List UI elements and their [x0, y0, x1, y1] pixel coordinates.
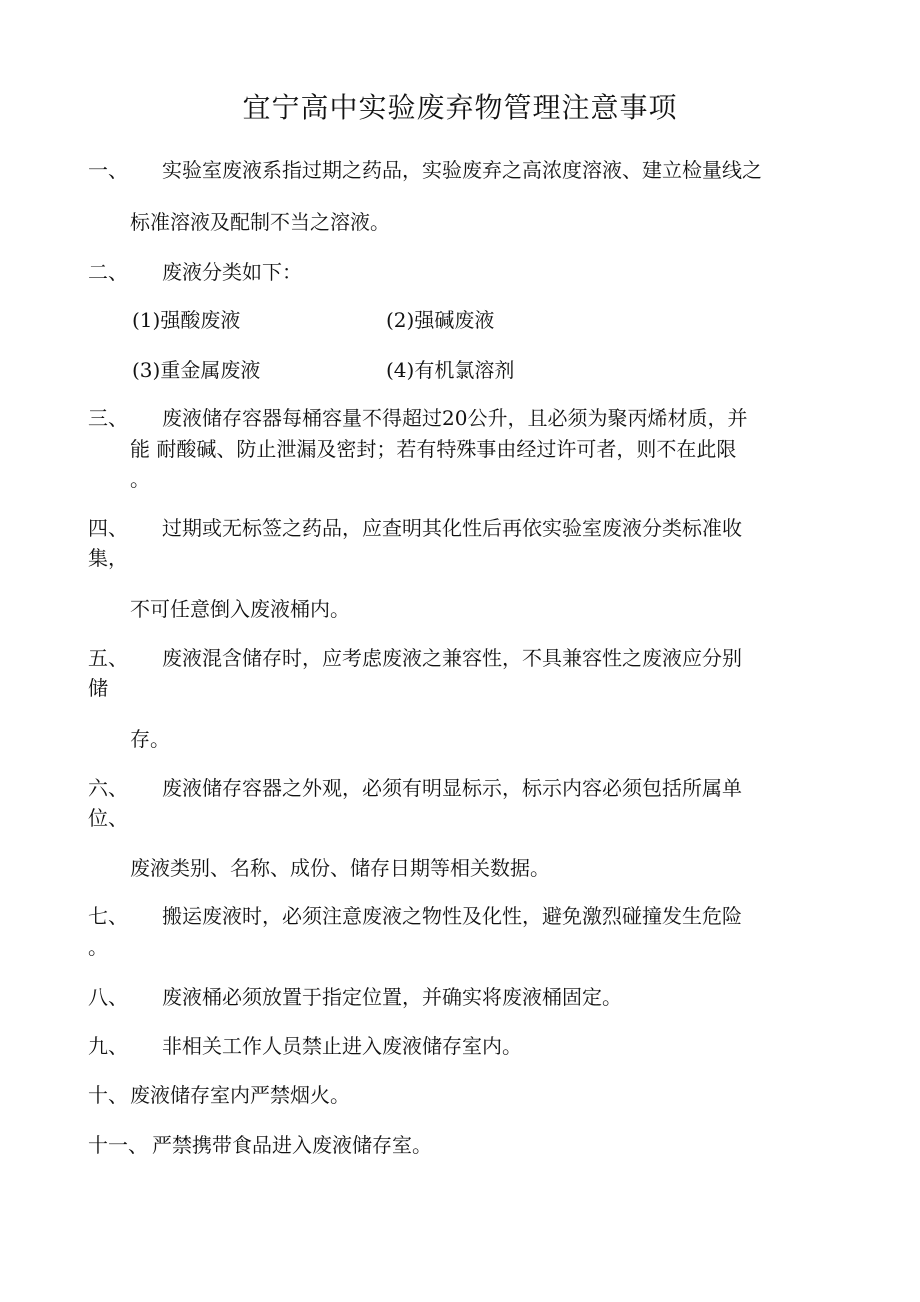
category-label: (2)强碱废液: [386, 308, 495, 332]
item-number: 九、: [88, 1034, 128, 1058]
item-number: 十、: [88, 1083, 128, 1107]
item-text: 标准溶液及配制不当之溶液。: [130, 210, 390, 234]
item-text: 位、: [88, 806, 128, 830]
item-text: 废液储存室内严禁烟火。: [130, 1083, 350, 1107]
item-number: 八、: [88, 985, 128, 1009]
item-text: 废液储存容器之外观，必须有明显标示，标示内容必须包括所属单: [162, 776, 742, 800]
item-text: 能 耐酸碱、防止泄漏及密封；若有特殊事由经过许可者，则不在此限: [130, 437, 737, 461]
item-text: 。: [130, 467, 150, 491]
item-number: 七、: [88, 904, 128, 928]
item-text: 过期或无标签之药品，应查明其化性后再依实验室废液分类标准收: [162, 516, 742, 540]
item-text: 储: [88, 676, 108, 700]
item-number: 六、: [88, 776, 128, 800]
category-label: (3)重金属废液: [132, 358, 261, 382]
document-title: 宜宁高中实验废弃物管理注意事项: [242, 91, 678, 124]
item-text: 废液桶必须放置于指定位置，并确实将废液桶固定。: [162, 985, 622, 1009]
item-number: 四、: [88, 516, 128, 540]
item-number: 二、: [88, 260, 128, 284]
item-text: 废液混含储存时，应考虑废液之兼容性，不具兼容性之废液应分别: [162, 646, 742, 670]
item-text: 严禁携带食品进入废液储存室。: [152, 1133, 432, 1157]
item-text: 搬运废液时，必须注意废液之物性及化性，避免激烈碰撞发生危险: [162, 904, 742, 928]
item-number: 十一、: [88, 1133, 148, 1157]
item-number: 五、: [88, 646, 128, 670]
item-number: 三、: [88, 406, 128, 430]
item-text: 废液类别、名称、成份、储存日期等相关数据。: [130, 856, 550, 880]
category-label: (1)强酸废液: [132, 308, 241, 332]
item-text: 非相关工作人员禁止进入废液储存室内。: [162, 1034, 522, 1058]
item-text: 实验室废液系指过期之药品，实验废弃之高浓度溶液、建立检量线之: [162, 158, 762, 182]
item-number: 一、: [88, 158, 128, 182]
item-text: 存。: [130, 727, 170, 751]
item-text: 废液储存容器每桶容量不得超过20公升，且必须为聚丙烯材质，并: [162, 406, 748, 430]
category-label: (4)有机氯溶剂: [386, 358, 515, 382]
item-text: 不可任意倒入废液桶内。: [130, 597, 350, 621]
item-text: 集，: [88, 546, 128, 570]
item-text: 。: [88, 935, 108, 959]
item-text: 废液分类如下：: [162, 260, 302, 284]
